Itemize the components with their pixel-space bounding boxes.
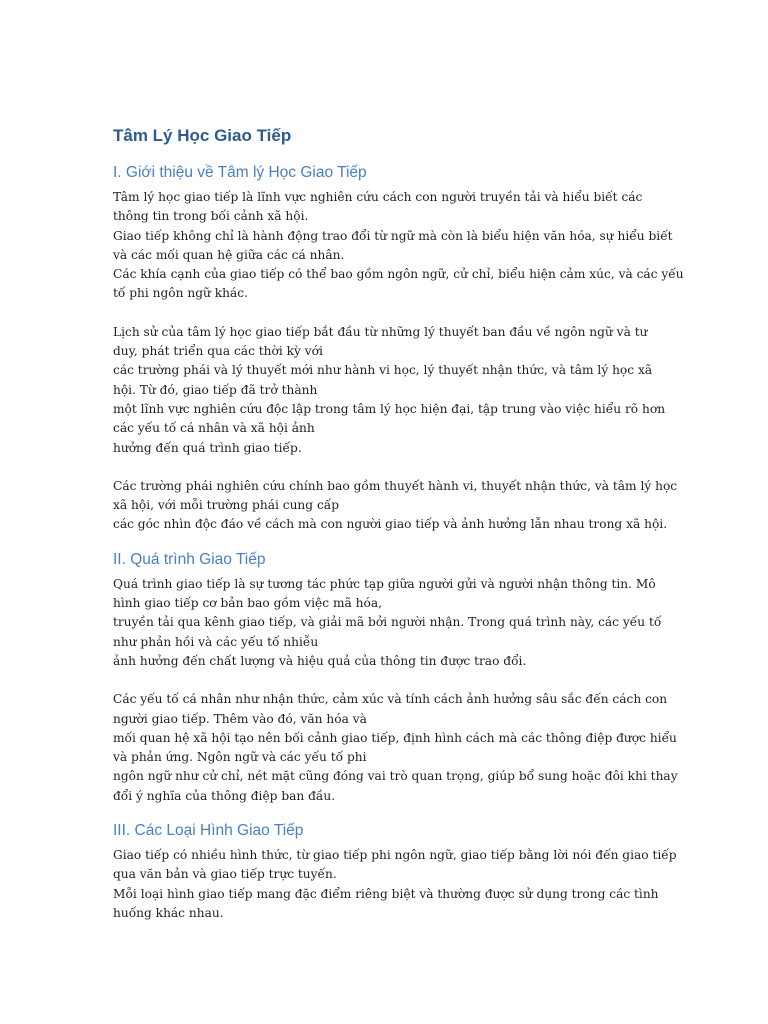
section-heading: I. Giới thiệu về Tâm lý Học Giao Tiếp xyxy=(113,164,367,181)
text-line: tố phi ngôn ngữ khác. xyxy=(113,286,248,301)
paragraph xyxy=(113,323,688,458)
text-line: duy, phát triển qua các thời kỳ với xyxy=(113,344,323,359)
section-heading: III. Các Loại Hình Giao Tiếp xyxy=(113,822,304,840)
text-line: Tâm lý học giao tiếp là lĩnh vực nghiên cứu cách con người truyền tải và hiểu biết các xyxy=(113,190,643,204)
text-line: và phản ứng. Ngôn ngữ và các yếu tố phi xyxy=(113,750,367,765)
text-line: xã hội, với mỗi trường phái cung cấp xyxy=(113,498,340,513)
text-line: hình giao tiếp cơ bản bao gồm việc mã hóa, xyxy=(113,596,382,611)
text-line: Mỗi loại hình giao tiếp mang đặc điểm riêng biệt và thường được sử dụng trong các tình xyxy=(113,886,659,901)
text-line: người giao tiếp. Thêm vào đó, văn hóa và xyxy=(113,711,367,726)
text-line: ảnh hưởng đến chất lượng và hiệu quả của thông tin được trao đổi. xyxy=(113,653,527,668)
paragraph xyxy=(113,575,688,671)
section-2 xyxy=(113,549,688,806)
document-body xyxy=(113,162,688,923)
text-line: các góc nhìn độc đáo về cách mà con người giao tiếp và ảnh hưởng lẫn nhau trong xã hội. xyxy=(113,517,668,532)
text-line: Lịch sử của tâm lý học giao tiếp bắt đầu từ những lý thuyết ban đầu về ngôn ngữ và tư xyxy=(113,324,648,339)
text-line: như phản hồi và các yếu tố nhiễu xyxy=(113,634,319,649)
text-line: qua văn bản và giao tiếp trực tuyến. xyxy=(113,867,337,882)
paragraph xyxy=(113,846,688,923)
text-line: Giao tiếp không chỉ là hành động trao đổi từ ngữ mà còn là biểu hiện văn hóa, sự hiểu biết xyxy=(113,228,673,243)
text-line: Quá trình giao tiếp là sự tương tác phức tạp giữa người gửi và người nhận thông tin. Mô xyxy=(113,576,656,591)
text-line: các trường phái và lý thuyết mới như hành vi học, lý thuyết nhận thức, và tâm lý học xã xyxy=(113,363,653,378)
text-line: một lĩnh vực nghiên cứu độc lập trong tâm lý học hiện đại, tập trung vào việc hiểu rõ hơn xyxy=(113,401,666,416)
text-line: Các trường phái nghiên cứu chính bao gồm thuyết hành vi, thuyết nhận thức, và tâm lý học xyxy=(113,478,678,493)
text-line: Giao tiếp có nhiều hình thức, từ giao tiếp phi ngôn ngữ, giao tiếp bằng lời nói đến giao tiếp xyxy=(113,848,677,863)
text-line: đổi ý nghĩa của thông điệp ban đầu. xyxy=(113,788,336,803)
text-line: hội. Từ đó, giao tiếp đã trở thành xyxy=(113,382,318,397)
text-line: huống khác nhau. xyxy=(113,905,224,920)
paragraph xyxy=(113,477,688,535)
text-line: ngôn ngữ như cử chỉ, nét mặt cũng đóng vai trò quan trọng, giúp bổ sung hoặc đôi khi thay xyxy=(113,769,678,784)
section-1 xyxy=(113,162,688,535)
section-3 xyxy=(113,820,688,923)
section-heading: II. Quá trình Giao Tiếp xyxy=(113,550,266,568)
text-line: Các khía cạnh của giao tiếp có thể bao gồm ngôn ngữ, cử chỉ, biểu hiện cảm xúc, và các yếu xyxy=(113,267,684,282)
text-line: Các yếu tố cá nhân như nhận thức, cảm xúc và tính cách ảnh hưởng sâu sắc đến cách con xyxy=(113,692,668,707)
text-line: các yếu tố cá nhân và xã hội ảnh xyxy=(113,421,315,436)
text-line: hưởng đến quá trình giao tiếp. xyxy=(113,440,302,455)
text-line: truyền tải qua kênh giao tiếp, và giải mã bởi người nhận. Trong quá trình này, các yếu tố xyxy=(113,615,662,630)
text-line: thông tin trong bối cảnh xã hội. xyxy=(113,209,309,224)
text-line: và các mối quan hệ giữa các cá nhân. xyxy=(113,247,345,262)
text-line: mối quan hệ xã hội tạo nên bối cảnh giao tiếp, định hình cách mà các thông điệp được hiểu xyxy=(113,730,677,745)
document-title: Tâm Lý Học Giao Tiếp xyxy=(113,126,292,145)
paragraph xyxy=(113,188,688,304)
paragraph xyxy=(113,690,688,806)
